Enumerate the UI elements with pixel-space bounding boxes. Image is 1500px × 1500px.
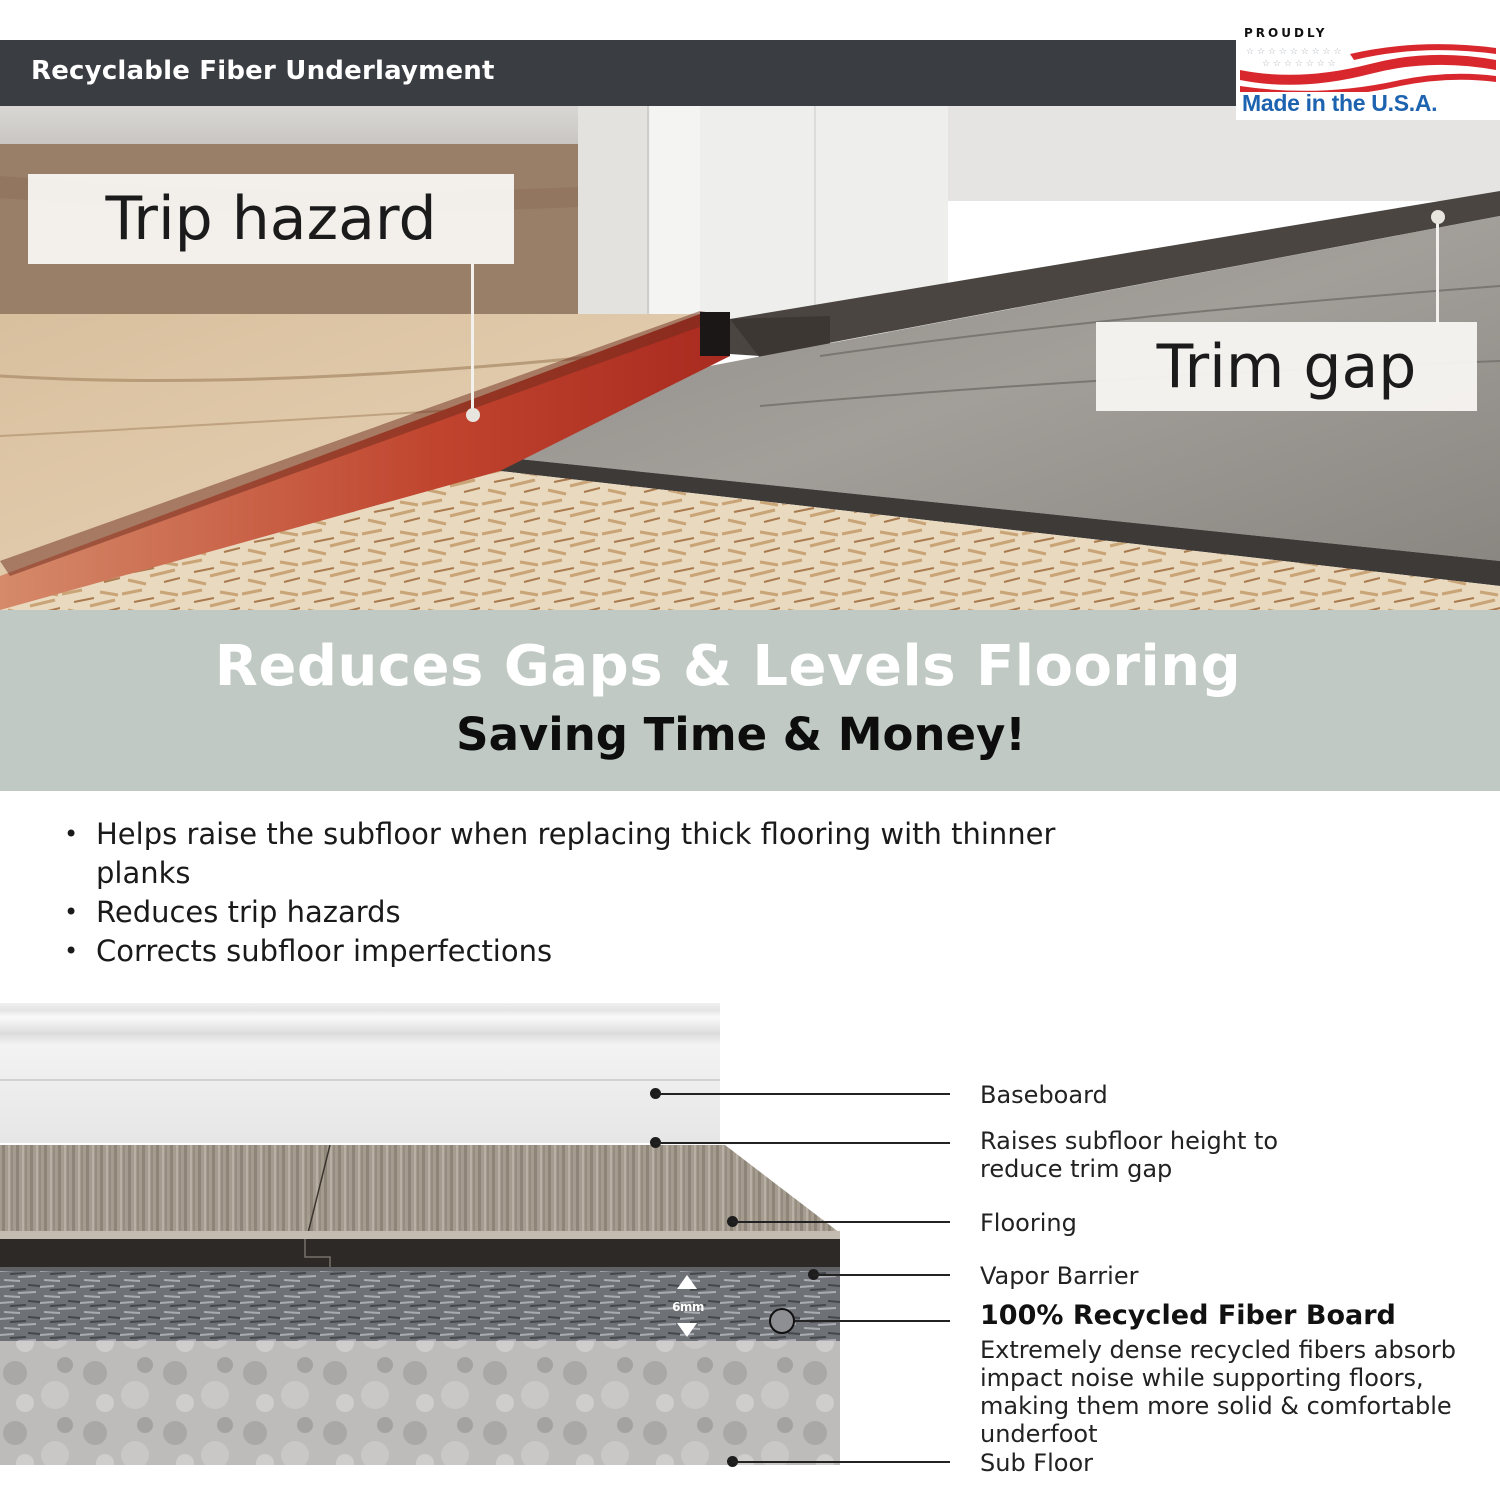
svg-text:☆ ☆ ☆ ☆ ☆ ☆ ☆ ☆ ☆: ☆ ☆ ☆ ☆ ☆ ☆ ☆ ☆ ☆ xyxy=(1246,47,1342,57)
made-in-usa-badge xyxy=(1236,20,1500,120)
trim-gap-pointer-line xyxy=(655,1142,950,1144)
trip-hazard-leader-line xyxy=(471,264,474,414)
layer-label-baseboard: Baseboard xyxy=(980,1081,1108,1109)
banner-title: Reduces Gaps & Levels Flooring xyxy=(214,634,1242,699)
layer-label-vapor-barrier: Vapor Barrier xyxy=(980,1262,1139,1290)
sub-floor-pointer-line xyxy=(732,1461,950,1463)
layer-label-flooring: Flooring xyxy=(980,1209,1077,1237)
layer-label-sub-floor: Sub Floor xyxy=(980,1449,1094,1477)
fiber-board-description: Extremely dense recycled fibers absorb impact noise while supporting floors, making them more solid & comfortable underfoot xyxy=(980,1336,1456,1448)
flag-icon xyxy=(1240,40,1496,92)
vapor-barrier-pointer-line xyxy=(813,1274,950,1276)
trip-hazard-callout: Trip hazard xyxy=(28,174,514,264)
trim-gap-leader-line xyxy=(1436,218,1439,324)
svg-text:☆ ☆ ☆ ☆ ☆ ☆ ☆: ☆ ☆ ☆ ☆ ☆ ☆ ☆ xyxy=(1262,59,1336,69)
benefit-item: • Corrects subfloor imperfections xyxy=(62,932,1062,971)
benefit-item: • Reduces trip hazards xyxy=(62,893,1062,932)
layer-label-fiber-board: 100% Recycled Fiber Board xyxy=(980,1300,1396,1331)
flooring-cross-section xyxy=(0,995,860,1475)
fiber-board-pointer-ring xyxy=(769,1308,795,1334)
fiber-board-pointer-line xyxy=(795,1320,950,1322)
trip-hazard-marker-dot xyxy=(466,408,480,422)
flooring-pointer-line xyxy=(732,1221,950,1223)
benefits-list xyxy=(62,815,1062,971)
thickness-label: 6mm xyxy=(672,1300,704,1314)
banner-subtitle: Saving Time & Money! xyxy=(456,708,1026,761)
baseboard-pointer-line xyxy=(655,1093,950,1095)
trim-gap-marker-dot xyxy=(1431,210,1445,224)
benefit-item: • Helps raise the subfloor when replacing thick flooring with thinner planks xyxy=(62,815,1062,893)
layer-label-trim-gap: Raises subfloor height to reduce trim gap xyxy=(980,1127,1279,1183)
page-title: Recyclable Fiber Underlayment xyxy=(31,56,495,86)
badge-proudly-text: PROUDLY xyxy=(1244,26,1328,40)
badge-made-in-usa-text: Made in the U.S.A. xyxy=(1242,90,1438,116)
trim-gap-callout: Trim gap xyxy=(1096,322,1477,411)
